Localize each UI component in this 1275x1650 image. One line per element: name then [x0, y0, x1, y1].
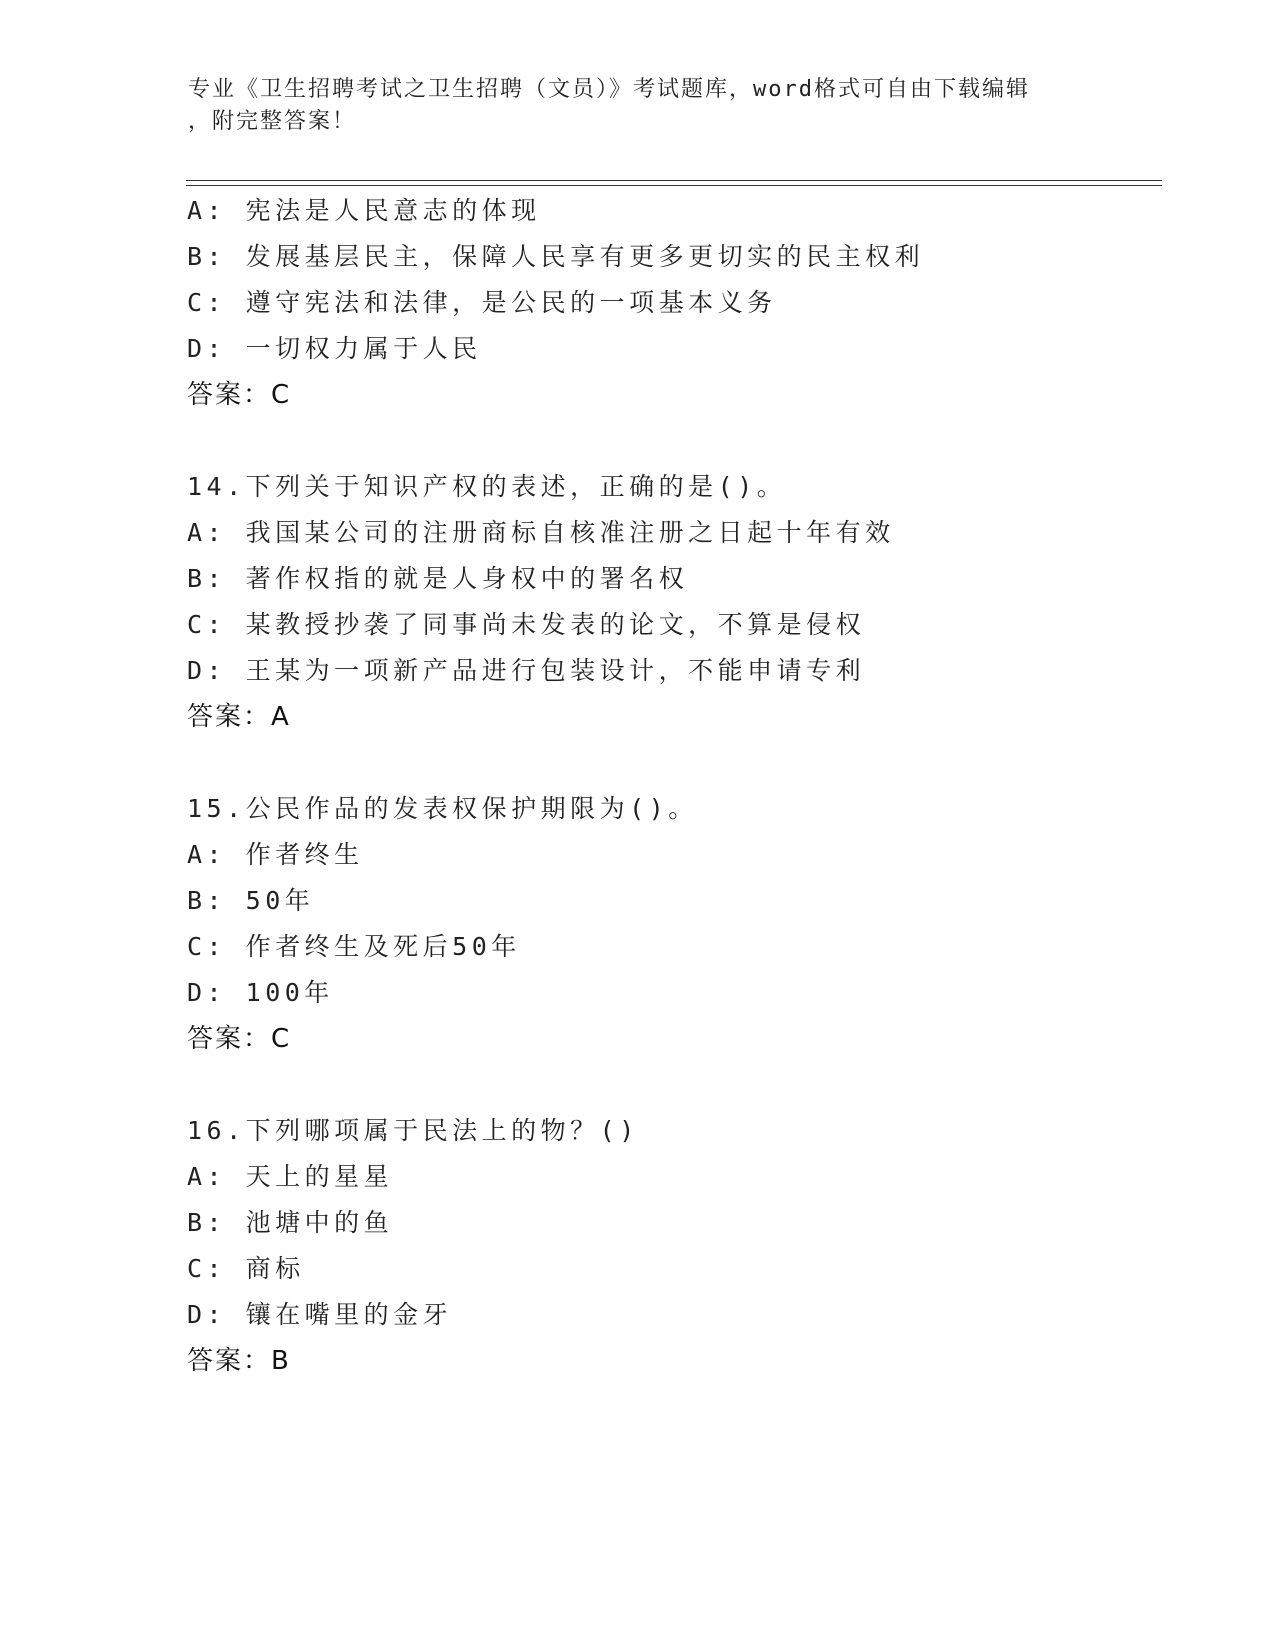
option-a: A: 宪法是人民意志的体现	[187, 196, 541, 225]
question-block-13	[187, 188, 1187, 418]
header-line-2: ，附完整答案！	[188, 109, 357, 134]
option-b: B: 著作权指的就是人身权中的署名权	[187, 564, 689, 593]
question-block-15	[187, 786, 1187, 1062]
question-block-14	[187, 464, 1187, 740]
question-text: 16.下列哪项属于民法上的物？()	[187, 1116, 639, 1145]
option-c: C: 商标	[187, 1254, 305, 1283]
option-c: C: 遵守宪法和法律，是公民的一项基本义务	[187, 288, 777, 317]
answer-line: 答案：C	[187, 1024, 292, 1054]
answer-line: 答案：C	[187, 380, 292, 410]
answer-line: 答案：B	[187, 1346, 291, 1376]
option-b: B: 50年	[187, 886, 315, 915]
option-d: D: 一切权力属于人民	[187, 334, 482, 363]
question-block-16	[187, 1108, 1187, 1384]
header-line-1: 专业《卫生招聘考试之卫生招聘（文员）》考试题库，word格式可自由下载编辑	[188, 77, 1030, 102]
header-divider-bottom	[186, 185, 1162, 186]
option-b: B: 发展基层民主，保障人民享有更多更切实的民主权利	[187, 242, 925, 271]
document-header	[188, 74, 1088, 138]
option-a: A: 作者终生	[187, 840, 364, 869]
option-a: A: 我国某公司的注册商标自核准注册之日起十年有效	[187, 518, 895, 547]
answer-line: 答案：A	[187, 702, 291, 732]
option-b: B: 池塘中的鱼	[187, 1208, 394, 1237]
option-d: D: 镶在嘴里的金牙	[187, 1300, 453, 1329]
header-divider-top	[186, 180, 1162, 181]
option-c: C: 作者终生及死后50年	[187, 932, 521, 961]
spacer	[187, 1062, 1187, 1108]
option-a: A: 天上的星星	[187, 1162, 394, 1191]
option-d: D: 王某为一项新产品进行包装设计，不能申请专利	[187, 656, 866, 685]
option-c: C: 某教授抄袭了同事尚未发表的论文，不算是侵权	[187, 610, 866, 639]
spacer	[187, 418, 1187, 464]
spacer	[187, 740, 1187, 786]
question-text: 15.公民作品的发表权保护期限为()。	[187, 794, 698, 823]
question-text: 14.下列关于知识产权的表述，正确的是()。	[187, 472, 787, 501]
option-d: D: 100年	[187, 978, 334, 1007]
question-list	[187, 188, 1187, 1384]
